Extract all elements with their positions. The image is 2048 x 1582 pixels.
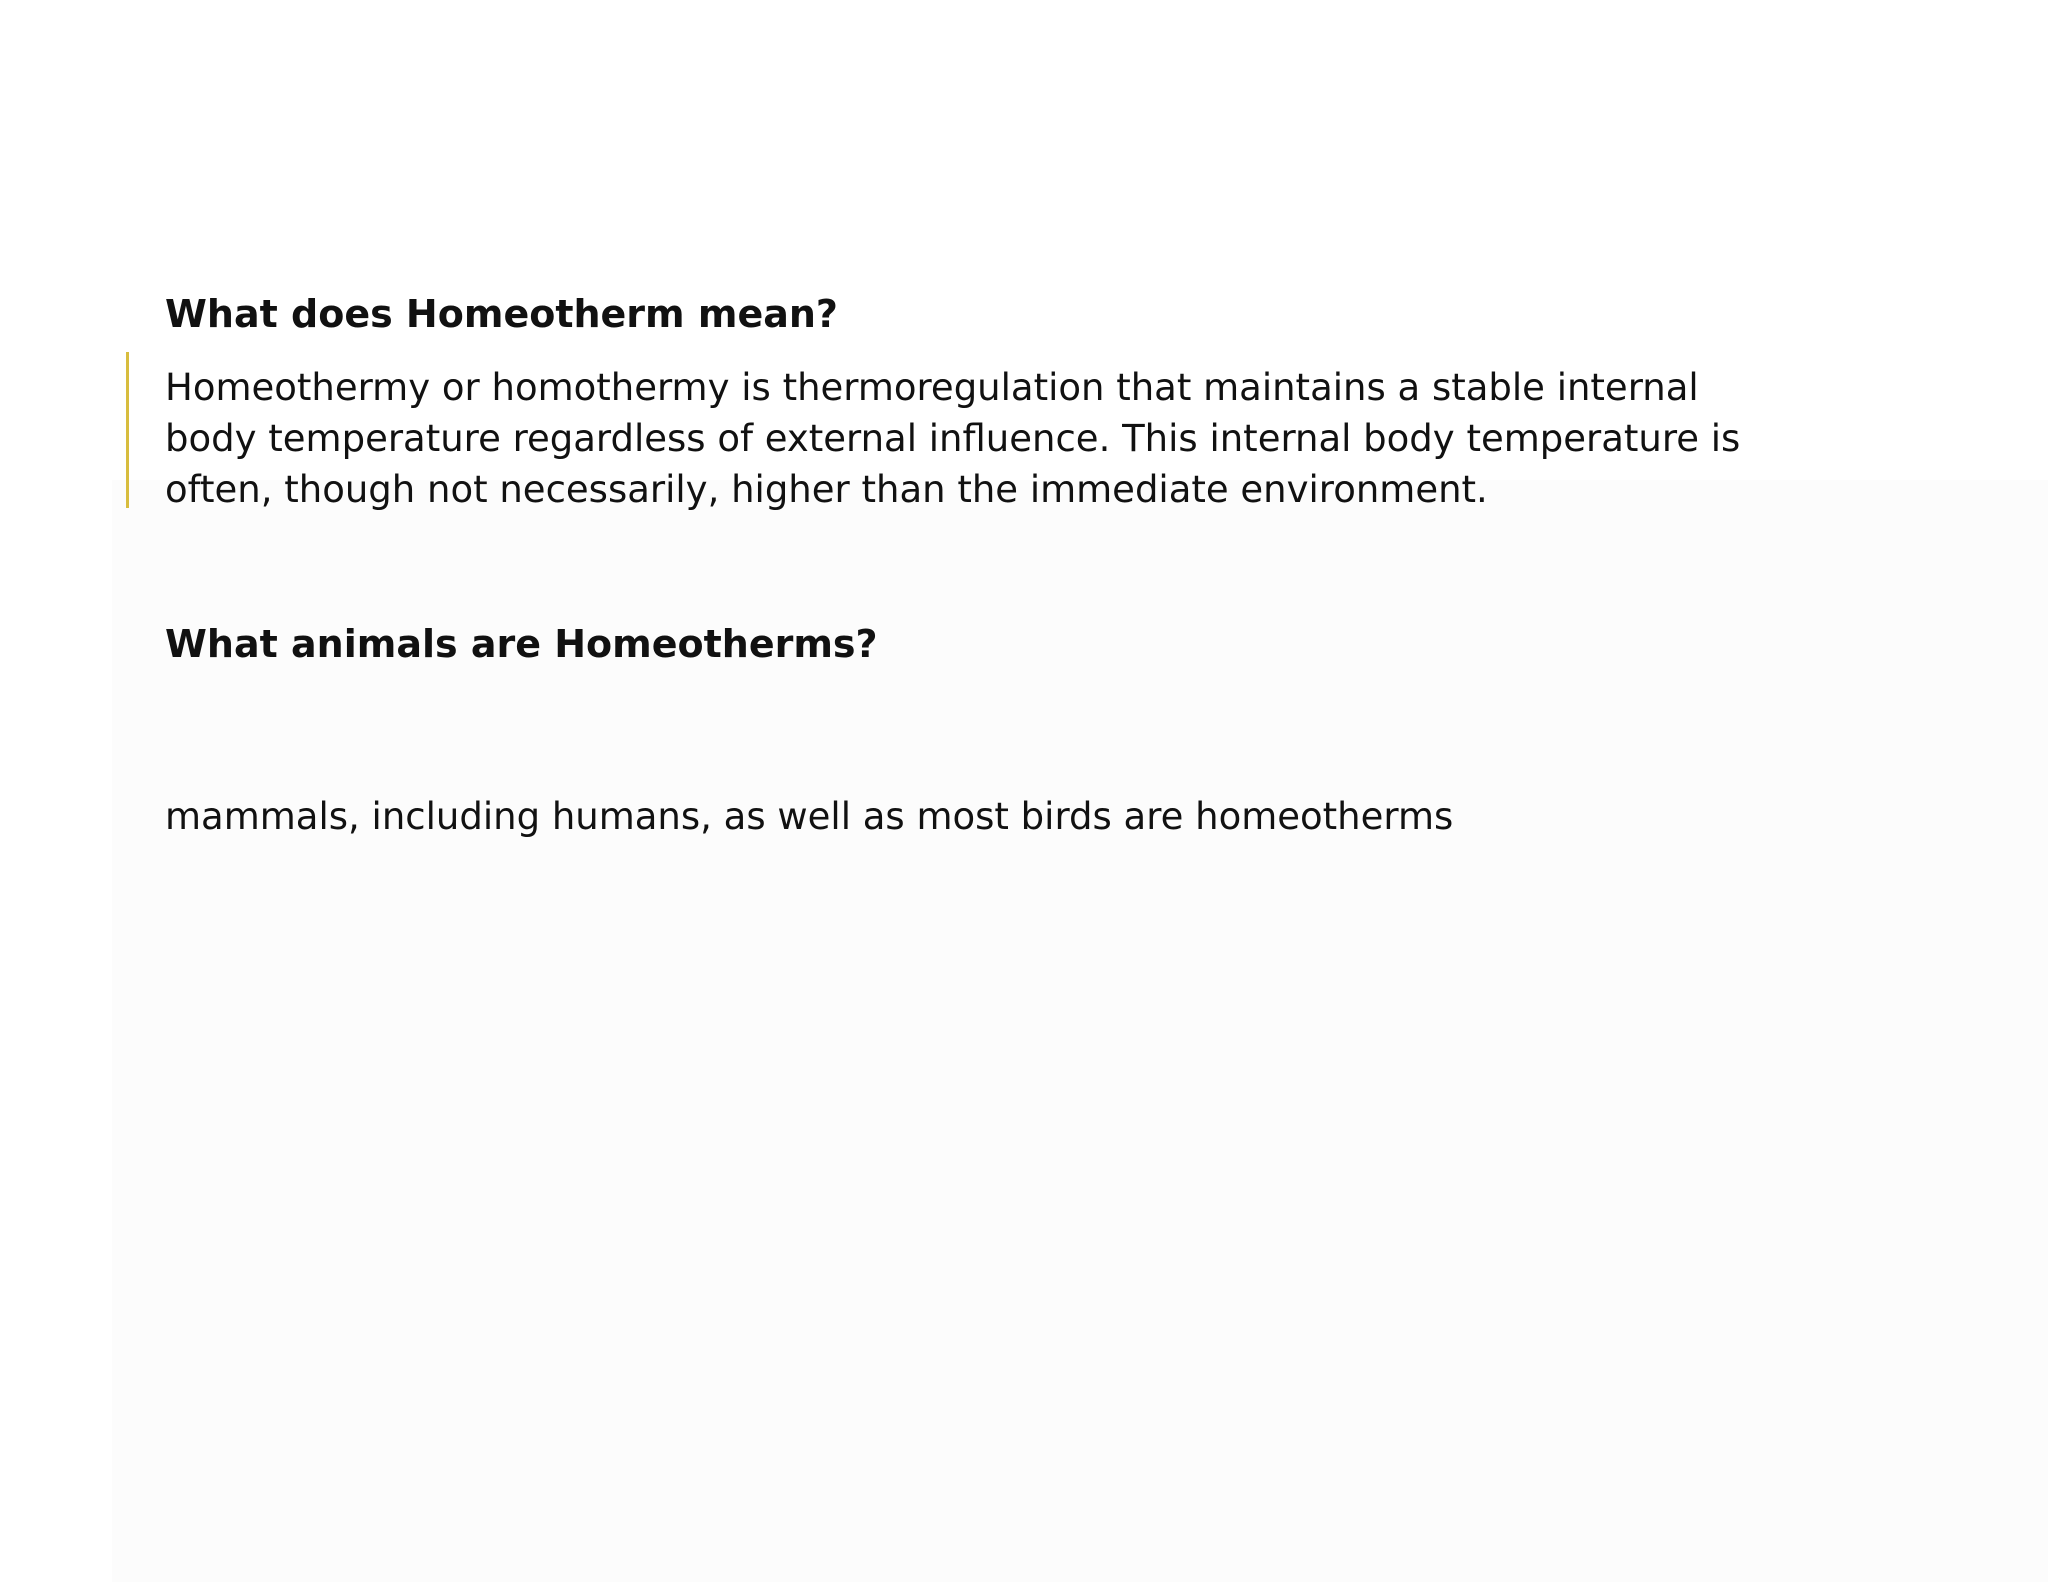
- answer-1-line-1: Homeothermy or homothermy is thermoregulation that maintains a stable internal: [165, 366, 1699, 409]
- answer-paragraph-2: [165, 689, 1985, 944]
- slide-content: [165, 292, 1985, 944]
- answer-2-line-1: mammals, including humans, as well as most birds are homeotherms: [165, 795, 1454, 838]
- accent-bar: [126, 352, 129, 508]
- question-heading-2: What animals are Homeotherms?: [165, 622, 878, 666]
- answer-1-line-2: body temperature regardless of external influence. This internal body temperature is: [165, 417, 1741, 460]
- answer-1-line-3: often, though not necessarily, higher than the immediate environment.: [165, 468, 1488, 511]
- answer-paragraph-1: [165, 362, 1985, 515]
- question-heading-1: What does Homeotherm mean?: [165, 292, 838, 336]
